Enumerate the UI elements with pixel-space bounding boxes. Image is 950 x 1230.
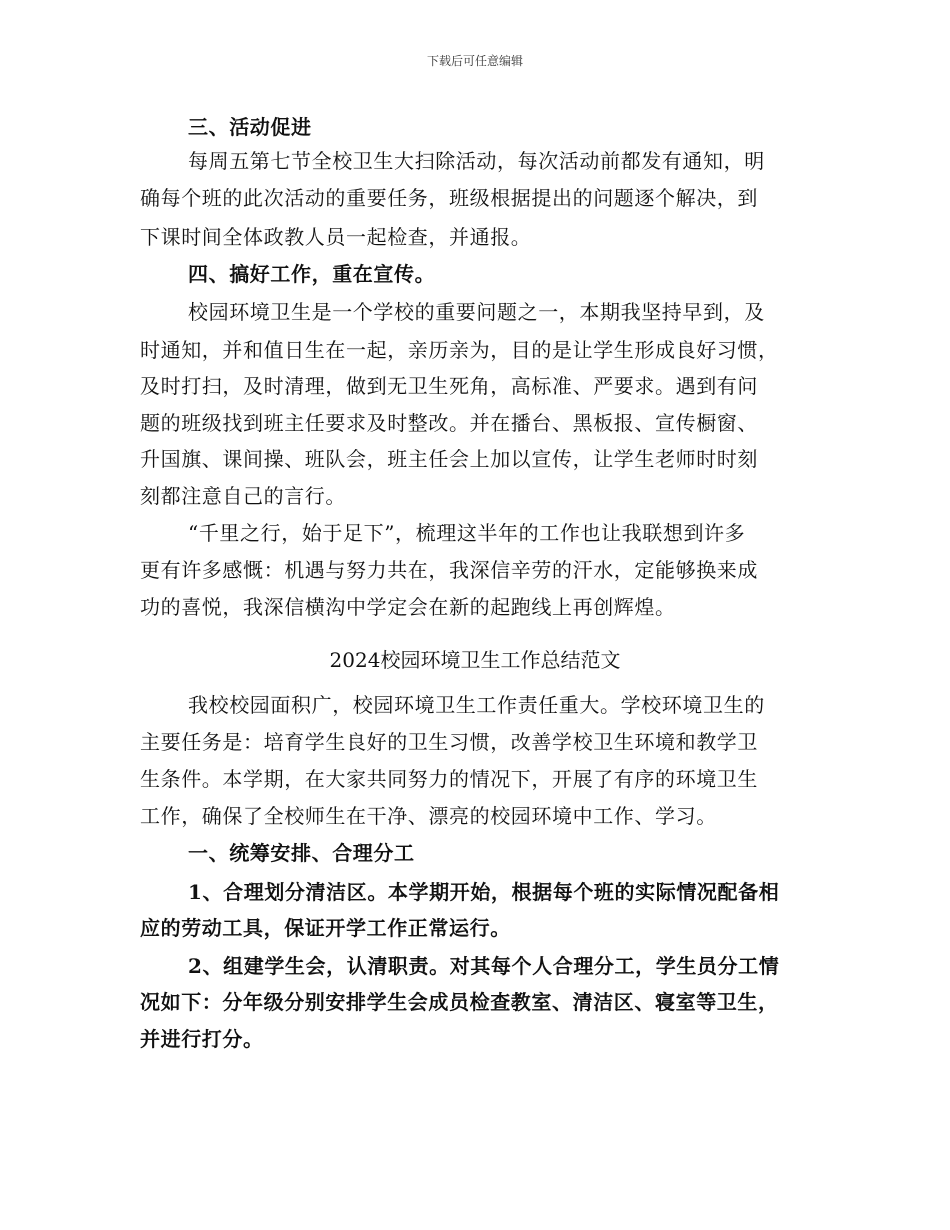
paragraph-line: 功的喜悦，我深信横沟中学定会在新的起跑线上再创辉煌。 [140, 595, 676, 619]
page-header: 下载后可任意编辑 [426, 54, 523, 68]
paragraph-line: 校园环境卫生是一个学校的重要问题之一，本期我坚持早到，及 [188, 300, 765, 324]
paragraph-line: 2、组建学生会，认清职责。对其每个人合理分工，学生员分工情 [188, 954, 780, 978]
paragraph-line: 确每个班的此次活动的重要任务，班级根据提出的问题逐个解决，到 [140, 186, 758, 210]
section-heading: 三、活动促进 [188, 115, 312, 139]
paragraph-line: 时通知，并和值日生在一起，亲历亲为，目的是让学生形成良好习惯， [140, 338, 779, 362]
paragraph-line: 况如下：分年级分别安排学生会成员检查教室、清洁区、寝室等卫生， [140, 990, 779, 1014]
document-title: 2024校园环境卫生工作总结范文 [329, 648, 621, 672]
paragraph-line: 应的劳动工具，保证开学工作正常运行。 [140, 916, 511, 940]
paragraph-line: 每周五第七节全校卫生大扫除活动，每次活动前都发有通知，明 [188, 149, 765, 173]
paragraph-line: 及时打扫，及时清理，做到无卫生死角，高标准、严要求。遇到有问 [140, 374, 758, 398]
paragraph-line: 刻都注意自己的言行。 [140, 484, 346, 508]
paragraph-line: 题的班级找到班主任要求及时整改。并在播台、黑板报、宣传橱窗、 [140, 411, 758, 435]
paragraph-line: 1、合理划分清洁区。本学期开始，根据每个班的实际情况配备相 [188, 880, 780, 904]
paragraph-line: 主要任务是：培育学生良好的卫生习惯，改善学校卫生环境和教学卫 [140, 730, 758, 754]
paragraph-line: 下课时间全体政教人员一起检查，并通报。 [140, 225, 532, 249]
paragraph-line: 工作，确保了全校师生在干净、漂亮的校园环境中工作、学习。 [140, 804, 717, 828]
paragraph-line: 升国旗、课间操、班队会，班主任会上加以宣传，让学生老师时时刻 [140, 447, 758, 471]
paragraph-line: 生条件。本学期，在大家共同努力的情况下，开展了有序的环境卫生 [140, 767, 758, 791]
paragraph-line: “千里之行，始于足下”，梳理这半年的工作也让我联想到许多 [188, 521, 746, 545]
section-heading: 一、统筹安排、合理分工 [188, 841, 415, 865]
paragraph-line: 更有许多感慨：机遇与努力共在，我深信辛劳的汗水，定能够换来成 [140, 558, 758, 582]
section-heading: 四、搞好工作，重在宣传。 [188, 262, 436, 286]
paragraph-line: 并进行打分。 [140, 1027, 264, 1051]
paragraph-line: 我校校园面积广，校园环境卫生工作责任重大。学校环境卫生的 [188, 693, 765, 717]
